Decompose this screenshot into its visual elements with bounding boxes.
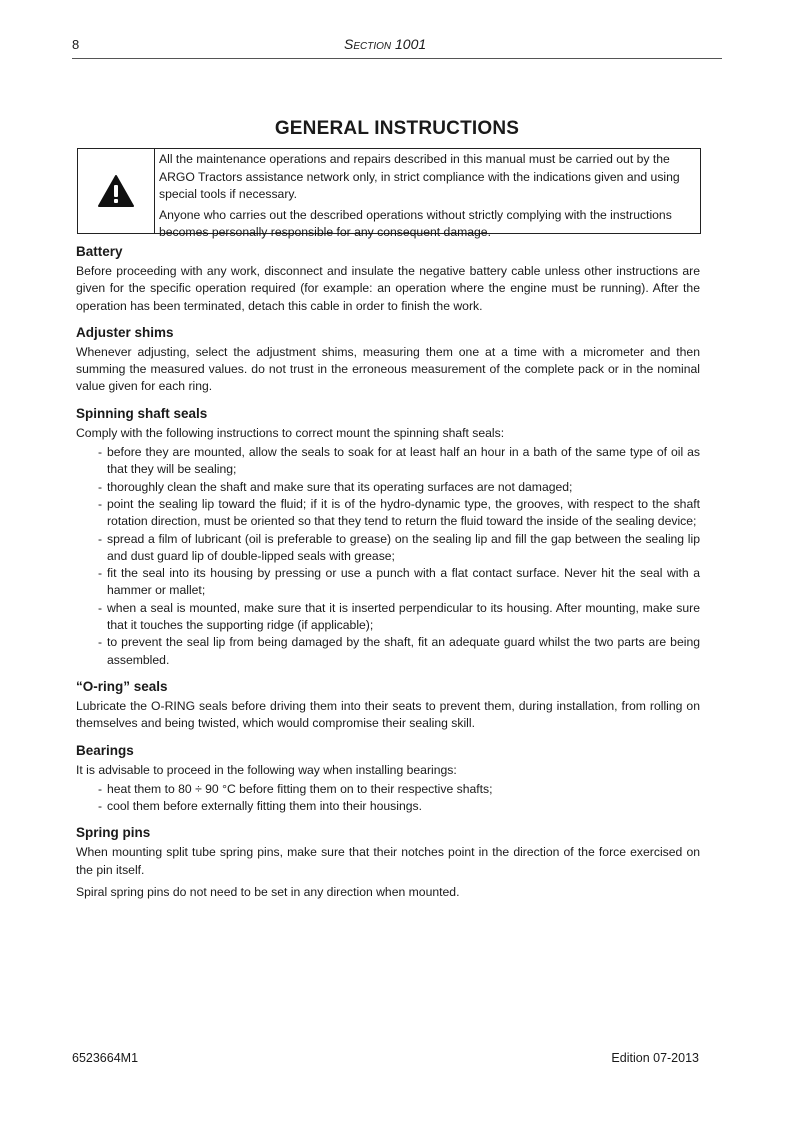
page-number: 8 [72, 37, 80, 52]
warning-text [155, 149, 700, 240]
list-item: - fit the seal into its housing by pressing or use a punch with a flat contact surface. Never hit the seal with a hammer or mallet; [98, 565, 700, 600]
section-number: 1001 [395, 36, 427, 52]
section-heading: Spinning shaft seals [76, 405, 208, 421]
section-bearings [76, 742, 700, 816]
document-code: 6523664M1 [72, 1051, 139, 1065]
warning-icon-cell [78, 149, 155, 233]
warning-box [77, 148, 701, 240]
list-item: - thoroughly clean the shaft and make sure that its operating surfaces are not damaged; [98, 479, 700, 496]
instruction-list [76, 444, 700, 669]
edition-label: Edition 07-2013 [611, 1051, 699, 1065]
section-text: When mounting split tube spring pins, make sure that their notches point in the direction of the force exercised on the pin itself. [76, 845, 700, 877]
main-content [76, 243, 700, 910]
section-heading: Bearings [76, 742, 134, 758]
section-intro: It is advisable to proceed in the following way when installing bearings: [76, 762, 457, 777]
section-header [344, 36, 426, 52]
section-adjuster-shims [76, 324, 700, 396]
warning-paragraph-2: Anyone who carries out the described operations without strictly complying with the instructions becomes personally responsible for any consequent damage. [159, 207, 672, 240]
section-heading: Adjuster shims [76, 324, 174, 340]
section-word: Section [344, 36, 392, 52]
list-item: - point the sealing lip toward the fluid; if it is of the hydro-dynamic type, the grooves, with respect to the shaft rotation direction, must be oriented so that they tend to return the fluid toward the inside of the sealing device; [98, 496, 700, 531]
section-spring-pins [76, 824, 700, 901]
warning-triangle-icon [97, 174, 135, 208]
header-divider [72, 58, 722, 59]
section-heading: Spring pins [76, 825, 151, 841]
page-title: GENERAL INSTRUCTIONS [274, 118, 520, 139]
section-spinning-shaft-seals [76, 405, 700, 669]
instruction-list [76, 781, 700, 816]
section-text: Before proceeding with any work, disconnect and insulate the negative battery cable unless other instructions are given for the specific operation required (for example: an operation where the engine must be running). After the operation has been terminated, detach this cable in order to finish the work. [76, 264, 700, 313]
section-intro: Comply with the following instructions to correct mount the spinning shaft seals: [76, 425, 505, 440]
section-heading: Battery [76, 244, 123, 259]
section-o-ring-seals [76, 678, 700, 733]
list-item: - spread a film of lubricant (oil is preferable to grease) on the sealing lip and fill the gap between the sealing lip and dust guard lip of double-lipped seals with grease; [98, 531, 700, 566]
list-item: - cool them before externally fitting them into their housings. [98, 798, 700, 815]
list-item: - before they are mounted, allow the seals to soak for at least half an hour in a bath of the same type of oil as that they will be sealing; [98, 444, 700, 479]
section-text: Whenever adjusting, select the adjustment shims, measuring them one at a time with a micrometer and then summing the measured values. do not trust in the erroneous measurement of the complete pack or in the nominal value given for each ring. [76, 344, 700, 394]
list-item: - when a seal is mounted, make sure that it is inserted perpendicular to its housing. After mounting, make sure that it touches the supporting ridge (if applicable); [98, 600, 700, 635]
warning-paragraph-1: All the maintenance operations and repairs described in this manual must be carried out by the ARGO Tractors assistance network only, in strict compliance with the indications given and using special tools if necessary. [159, 152, 680, 202]
section-battery [76, 243, 700, 315]
section-heading: “O-ring” seals [76, 678, 168, 694]
list-item: - heat them to 80 ÷ 90 °C before fitting them on to their respective shafts; [98, 781, 700, 798]
section-text: Spiral spring pins do not need to be set in any direction when mounted. [76, 885, 460, 900]
section-text: Lubricate the O-RING seals before driving them into their seats to prevent them, during installation, from rolling on themselves and being twisted, which would compromise their sealing skill. [76, 698, 700, 731]
list-item: - to prevent the seal lip from being damaged by the shaft, fit an adequate guard whilst the two parts are being assembled. [98, 634, 700, 669]
